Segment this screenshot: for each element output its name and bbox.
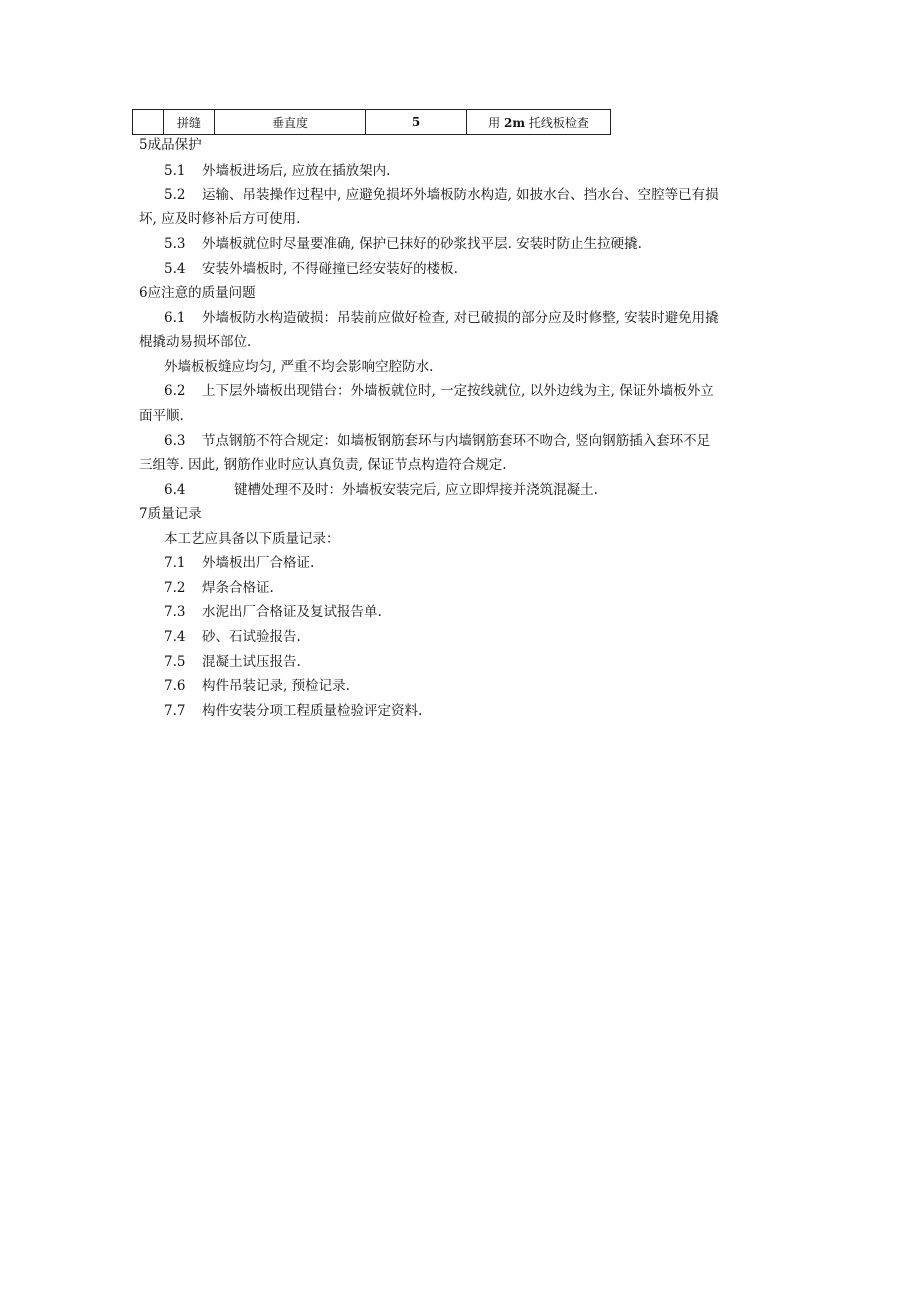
list-item: 7.3 水泥出厂合格证及复试报告单. [164,604,382,620]
section-6-heading: 6应注意的质量问题 [139,285,256,301]
list-item-continuation: 三组等. 因此, 钢筋作业时应认真负责, 保证节点构造符合规定. [139,457,507,473]
list-item: 6.2 上下层外墙板出现错台：外墙板就位时, 一定按线就位, 以外边线为主, 保证外墙板外立 [164,383,714,399]
list-item: 5.4 安装外墙板时, 不得碰撞已经安装好的楼板. [164,261,458,277]
list-item-continuation: 棍撬动易损坏部位. [139,334,252,350]
inspection-table-fragment [132,109,611,135]
table-row [133,110,611,135]
list-item: 6.1 外墙板防水构造破损：吊装前应做好检查, 对已破损的部分应及时修整, 安装时避免用撬 [164,310,719,326]
list-item: 7.7 构件安装分项工程质量检验评定资料. [164,703,423,719]
list-item: 5.3 外墙板就位时尽量要准确, 保护已抹好的砂浆找平层. 安装时防止生拉硬撬. [164,236,642,252]
section-5-heading: 5成品保护 [139,137,202,153]
table-cell-tolerance: 5 [366,110,467,135]
paragraph: 本工艺应具备以下质量记录： [164,531,340,547]
list-item: 6.4 键槽处理不及时：外墙板安装完后, 应立即焊接并浇筑混凝土. [164,482,598,498]
list-item: 5.1 外墙板进场后, 应放在插放架内. [164,163,391,179]
section-7-heading: 7质量记录 [139,506,202,522]
paragraph: 外墙板板缝应均匀, 严重不均会影响空腔防水. [164,359,434,375]
table-cell-blank [133,110,164,135]
list-item: 7.5 混凝土试压报告. [164,654,301,670]
list-item: 6.3 节点钢筋不符合规定：如墙板钢筋套环与内墙钢筋套环不吻合, 竖向钢筋插入套环不足 [164,433,711,449]
list-item-continuation: 面平顺. [139,408,184,424]
list-item: 7.4 砂、石试验报告. [164,629,301,645]
list-item: 5.2 运输、吊装操作过程中, 应避免损坏外墙板防水构造, 如披水台、挡水台、空腔等已有损 [164,187,719,203]
list-item-continuation: 坏, 应及时修补后方可使用. [139,211,301,227]
table-cell-method: 用 2m 托线板检查 [467,110,611,135]
table-cell-item: 拼缝 [164,110,215,135]
list-item: 7.1 外墙板出厂合格证. [164,555,315,571]
table-cell-check: 垂直度 [215,110,366,135]
list-item: 7.2 焊条合格证. [164,580,274,596]
list-item: 7.6 构件吊装记录, 预检记录. [164,678,350,694]
